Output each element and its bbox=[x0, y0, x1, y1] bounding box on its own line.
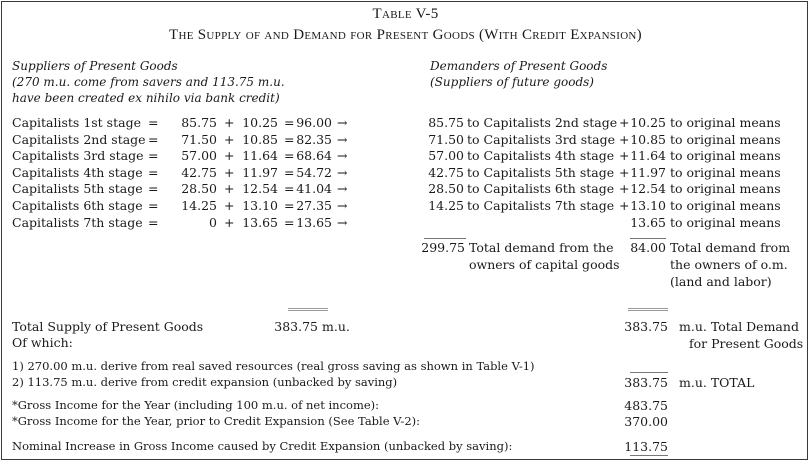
demander-om: to original means bbox=[670, 131, 781, 147]
table-title: Table V-5 bbox=[372, 6, 439, 22]
om-subtotal-label-2: the owners of o.m. bbox=[670, 257, 788, 272]
demand-total-rule bbox=[628, 308, 668, 311]
supplier-total: 82.35 bbox=[296, 131, 332, 147]
supplier-plus: + bbox=[224, 164, 235, 180]
suppliers-note-1: (270 m.u. come from savers and 113.75 m.u. bbox=[12, 75, 285, 89]
supplier-eq2: = bbox=[284, 198, 295, 213]
nominal-increase-line: Nominal Increase in Gross Income caused by Credit Expansion (unbacked by saving): bbox=[12, 439, 513, 453]
capital-subtotal-value: 299.75 bbox=[421, 240, 465, 255]
suppliers-heading: Suppliers of Present Goods bbox=[12, 59, 178, 73]
demander-b: 13.65 bbox=[630, 214, 666, 230]
demander-a: 71.50 bbox=[428, 131, 464, 147]
demander-b: 10.25 bbox=[630, 115, 666, 130]
supplier-eq: = bbox=[148, 214, 159, 230]
supplier-plus: + bbox=[224, 148, 235, 164]
supplier-b: 11.64 bbox=[242, 148, 278, 164]
demander-om: to original means bbox=[670, 214, 781, 230]
supplier-eq: = bbox=[148, 148, 159, 164]
demander-om: to original means bbox=[670, 148, 781, 164]
demander-plus: + bbox=[619, 148, 630, 164]
demander-plus: + bbox=[619, 164, 630, 180]
demander-a: 85.75 bbox=[428, 115, 464, 130]
demander-plus: + bbox=[619, 115, 630, 130]
of-which-label: Of which: bbox=[12, 335, 73, 350]
credit-expansion-line: 2) 113.75 m.u. derive from credit expansion (unbacked by saving) bbox=[12, 375, 398, 389]
supplier-label: Capitalists 3rd stage bbox=[12, 148, 144, 164]
supplier-eq: = bbox=[148, 115, 159, 130]
supplier-a: 71.50 bbox=[181, 131, 217, 147]
demanders-note: (Suppliers of future goods) bbox=[430, 75, 594, 89]
demander-to: to Capitalists 2nd stage bbox=[467, 115, 618, 130]
demander-to: to Capitalists 3rd stage bbox=[467, 131, 616, 147]
capital-subtotal-label-1: Total demand from the bbox=[469, 240, 614, 255]
grand-total-value: 383.75 bbox=[624, 375, 668, 390]
demander-to: to Capitalists 5th stage bbox=[467, 164, 615, 180]
gross-income-prior-value: 370.00 bbox=[624, 414, 668, 429]
supplier-b: 13.10 bbox=[242, 198, 278, 213]
om-subtotal-rule bbox=[630, 238, 666, 239]
supplier-a: 28.50 bbox=[181, 181, 217, 197]
supplier-a: 0 bbox=[209, 214, 217, 230]
supplier-total: 96.00 bbox=[296, 115, 332, 130]
supplier-b: 10.85 bbox=[242, 131, 278, 147]
total-rule bbox=[630, 372, 668, 373]
supplier-b: 12.54 bbox=[242, 181, 278, 197]
supplier-eq: = bbox=[148, 181, 159, 197]
supplier-a: 42.75 bbox=[181, 164, 217, 180]
supplier-label: Capitalists 4th stage bbox=[12, 164, 143, 180]
supplier-eq2: = bbox=[284, 115, 295, 130]
demander-plus: + bbox=[619, 131, 630, 147]
supplier-plus: + bbox=[224, 198, 235, 213]
supplier-a: 14.25 bbox=[181, 198, 217, 213]
supplier-label: Capitalists 6th stage bbox=[12, 198, 143, 213]
demander-om: to original means bbox=[670, 115, 781, 130]
supplier-plus: + bbox=[224, 131, 235, 147]
supplier-label: Capitalists 1st stage bbox=[12, 115, 141, 130]
supplier-label: Capitalists 5th stage bbox=[12, 181, 143, 197]
demander-b: 13.10 bbox=[630, 198, 666, 213]
supplier-eq2: = bbox=[284, 164, 295, 180]
demander-om: to original means bbox=[670, 164, 781, 180]
supplier-plus: + bbox=[224, 115, 235, 130]
supplier-eq2: = bbox=[284, 181, 295, 197]
saved-resources-line: 1) 270.00 m.u. derive from real saved resources (real gross saving as shown in Table V-1) bbox=[12, 359, 535, 373]
supplier-eq2: = bbox=[284, 131, 295, 147]
demander-om: to original means bbox=[670, 198, 781, 213]
gross-income-line: *Gross Income for the Year (including 100 m.u. of net income): bbox=[12, 398, 380, 412]
supplier-eq: = bbox=[148, 164, 159, 180]
demander-b: 11.97 bbox=[630, 164, 666, 180]
gross-income-prior-line: *Gross Income for the Year, prior to Credit Expansion (See Table V-2): bbox=[12, 414, 420, 428]
demander-b: 10.85 bbox=[630, 131, 666, 147]
demander-to: to Capitalists 4th stage bbox=[467, 148, 615, 164]
supplier-a: 85.75 bbox=[181, 115, 217, 130]
demander-a: 28.50 bbox=[428, 181, 464, 197]
supplier-arrow: → bbox=[337, 181, 348, 197]
supplier-b: 10.25 bbox=[242, 115, 278, 130]
capital-subtotal-label-2: owners of capital goods bbox=[469, 257, 620, 272]
supplier-eq2: = bbox=[284, 214, 295, 230]
supplier-total: 27.35 bbox=[296, 198, 332, 213]
total-supply-value: 383.75 bbox=[274, 319, 318, 334]
gross-income-value: 483.75 bbox=[624, 398, 668, 413]
supplier-arrow: → bbox=[337, 214, 348, 230]
demander-om: to original means bbox=[670, 181, 781, 197]
nominal-increase-value: 113.75 bbox=[624, 439, 668, 454]
supply-total-rule bbox=[288, 308, 328, 311]
supplier-total: 68.64 bbox=[296, 148, 332, 164]
supplier-arrow: → bbox=[337, 164, 348, 180]
demander-b: 12.54 bbox=[630, 181, 666, 197]
supplier-label: Capitalists 2nd stage bbox=[12, 131, 146, 147]
capital-subtotal-rule bbox=[424, 238, 466, 239]
om-subtotal-value: 84.00 bbox=[630, 240, 666, 255]
demander-plus: + bbox=[619, 198, 630, 213]
demander-a: 57.00 bbox=[428, 148, 464, 164]
supplier-plus: + bbox=[224, 181, 235, 197]
total-supply-unit: m.u. bbox=[322, 319, 350, 334]
supplier-a: 57.00 bbox=[181, 148, 217, 164]
supplier-plus: + bbox=[224, 214, 235, 230]
supplier-arrow: → bbox=[337, 148, 348, 164]
table-subtitle: The Supply of and Demand for Present Goods (With Credit Expansion) bbox=[169, 27, 642, 43]
demander-a: 14.25 bbox=[428, 198, 464, 213]
supplier-total: 13.65 bbox=[296, 214, 332, 230]
demander-a: 42.75 bbox=[428, 164, 464, 180]
demander-b: 11.64 bbox=[630, 148, 666, 164]
supplier-eq2: = bbox=[284, 148, 295, 164]
om-subtotal-label-1: Total demand from bbox=[670, 240, 791, 255]
demander-plus: + bbox=[619, 181, 630, 197]
supplier-total: 54.72 bbox=[296, 164, 332, 180]
total-demand-value: 383.75 bbox=[624, 319, 668, 334]
om-subtotal-label-3: (land and labor) bbox=[670, 274, 772, 289]
supplier-eq: = bbox=[148, 131, 159, 147]
supplier-eq: = bbox=[148, 198, 159, 213]
grand-total-label: m.u. TOTAL bbox=[679, 375, 755, 390]
supplier-b: 13.65 bbox=[242, 214, 278, 230]
demander-to: to Capitalists 7th stage bbox=[467, 198, 615, 213]
supplier-label: Capitalists 7th stage bbox=[12, 214, 143, 230]
total-demand-label-1: m.u. Total Demand bbox=[679, 319, 799, 334]
supplier-arrow: → bbox=[337, 131, 348, 147]
demander-to: to Capitalists 6th stage bbox=[467, 181, 615, 197]
supplier-total: 41.04 bbox=[296, 181, 332, 197]
supplier-arrow: → bbox=[337, 115, 348, 130]
demanders-heading: Demanders of Present Goods bbox=[430, 59, 608, 73]
total-supply-label: Total Supply of Present Goods bbox=[12, 319, 204, 334]
nominal-increase-underline bbox=[630, 455, 668, 456]
supplier-arrow: → bbox=[337, 198, 348, 213]
supplier-b: 11.97 bbox=[242, 164, 278, 180]
suppliers-note-2: have been created ex nihilo via bank credit) bbox=[12, 91, 280, 105]
total-demand-label-2: for Present Goods bbox=[689, 336, 804, 351]
